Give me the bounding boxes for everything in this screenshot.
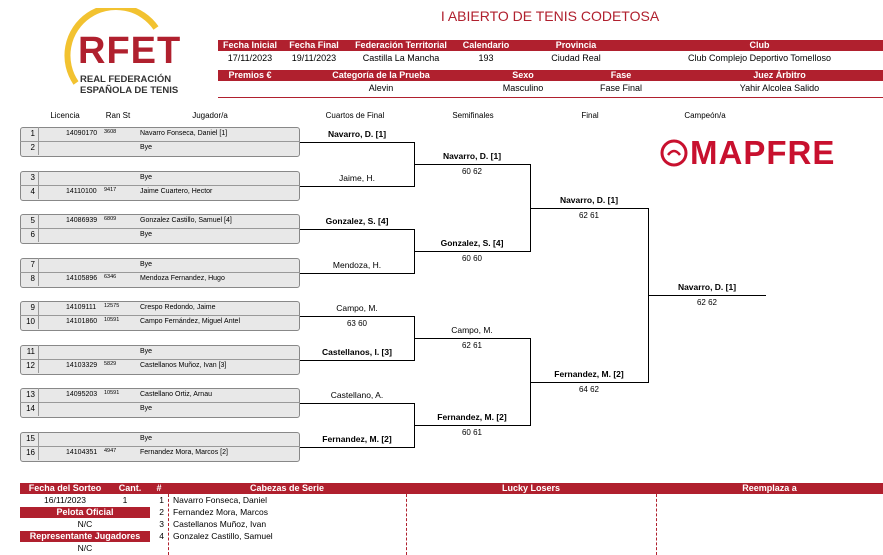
num-separator bbox=[38, 141, 39, 155]
h2-value-4: Yahir Alcolea Salido bbox=[739, 83, 820, 93]
col-champ: Campeón/a bbox=[684, 111, 726, 120]
footer bbox=[0, 483, 883, 555]
r1-line bbox=[300, 142, 414, 143]
r1-winner[interactable]: Navarro, D. [1] bbox=[327, 129, 387, 139]
h1-label-4: Provincia bbox=[516, 40, 636, 51]
player-name[interactable]: Fernandez Mora, Marcos [2] bbox=[140, 449, 228, 456]
match-box-divider bbox=[20, 185, 300, 186]
r1-winner[interactable]: Mendoza, H. bbox=[332, 260, 382, 270]
f-repr-label: Representante Jugadores bbox=[20, 531, 150, 542]
num-separator bbox=[38, 432, 39, 446]
r2-score: 60 62 bbox=[461, 167, 483, 176]
f-repr-value: N/C bbox=[77, 543, 93, 553]
h1-value-4: Ciudad Real bbox=[551, 53, 601, 63]
num-separator bbox=[38, 171, 39, 185]
col-jugador: Jugador/a bbox=[192, 111, 228, 120]
draw-position: 6 bbox=[30, 230, 35, 239]
f-fecha-label: Fecha del Sorteo bbox=[20, 483, 110, 494]
f-lucky-label: Lucky Losers bbox=[406, 483, 656, 494]
r2-line bbox=[414, 251, 530, 252]
player-licence: 14104351 bbox=[66, 449, 98, 456]
h2-label-4: Juez Árbitro bbox=[676, 70, 883, 81]
f-reemplaza-label: Reemplaza a bbox=[656, 483, 883, 494]
f-cant-label: Cant. bbox=[110, 483, 150, 494]
match-box bbox=[20, 171, 300, 201]
player-rank: 6809 bbox=[104, 216, 117, 222]
h2-label-3: Fase bbox=[566, 70, 676, 81]
col-ranst: Ran St bbox=[105, 111, 131, 120]
draw-position: 16 bbox=[26, 448, 35, 457]
f-pelota-value: N/C bbox=[77, 519, 93, 529]
match-box-divider bbox=[20, 402, 300, 403]
r1-line bbox=[300, 360, 414, 361]
match-box bbox=[20, 345, 300, 375]
draw-position: 1 bbox=[30, 129, 35, 138]
r2-line bbox=[414, 164, 530, 165]
r2-winner[interactable]: Campo, M. bbox=[451, 325, 493, 335]
num-separator bbox=[38, 301, 39, 315]
draw-position: 9 bbox=[30, 303, 35, 312]
logo-line1: REAL FEDERACIÓN bbox=[80, 74, 172, 85]
champion-line bbox=[648, 295, 766, 296]
num-separator bbox=[38, 258, 39, 272]
h1-label-5: Club bbox=[636, 40, 883, 51]
match-box bbox=[20, 258, 300, 288]
draw-position: 5 bbox=[30, 216, 35, 225]
logo-acronym: RFET bbox=[78, 30, 182, 72]
r1-winner[interactable]: Castellanos, I. [3] bbox=[322, 347, 392, 357]
player-rank: 12575 bbox=[104, 303, 120, 309]
player-name[interactable]: Bye bbox=[140, 231, 153, 238]
seed-name: Navarro Fonseca, Daniel bbox=[173, 495, 268, 505]
seed-number: 4 bbox=[159, 531, 164, 541]
player-name[interactable]: Bye bbox=[140, 261, 153, 268]
num-separator bbox=[38, 185, 39, 199]
footer-divider-3 bbox=[656, 494, 657, 555]
r1-winner[interactable]: Fernandez, M. [2] bbox=[322, 434, 392, 444]
num-separator bbox=[38, 214, 39, 228]
r1-line bbox=[300, 316, 414, 317]
r3-line bbox=[530, 208, 648, 209]
r1-line bbox=[300, 273, 414, 274]
col-licencia: Licencia bbox=[50, 111, 80, 120]
player-rank: 9417 bbox=[104, 187, 117, 193]
player-name[interactable]: Bye bbox=[140, 405, 153, 412]
player-rank: 4947 bbox=[104, 448, 117, 454]
h2-value-3: Fase Final bbox=[599, 83, 643, 93]
h1-value-2: Castilla La Mancha bbox=[362, 53, 440, 63]
draw-position: 3 bbox=[30, 173, 35, 182]
num-separator bbox=[38, 446, 39, 460]
player-name[interactable]: Bye bbox=[140, 144, 153, 151]
player-rank: 10591 bbox=[104, 390, 120, 396]
match-box-divider bbox=[20, 141, 300, 142]
r2-score: 62 61 bbox=[461, 341, 483, 350]
f-seeds-label: Cabezas de Serie bbox=[168, 483, 406, 494]
r3-score: 62 61 bbox=[578, 211, 600, 220]
player-name[interactable]: Mendoza Fernandez, Hugo bbox=[140, 275, 225, 282]
f-pelota-label: Pelota Oficial bbox=[20, 507, 150, 518]
h1-value-3: 193 bbox=[478, 53, 494, 63]
player-rank: 3608 bbox=[104, 129, 117, 135]
h1-label-3: Calendario bbox=[456, 40, 516, 51]
player-licence: 14086939 bbox=[66, 217, 98, 224]
match-box-divider bbox=[20, 315, 300, 316]
draw-position: 15 bbox=[26, 434, 35, 443]
seed-name: Castellanos Muñoz, Ivan bbox=[173, 519, 267, 529]
player-name[interactable]: Bye bbox=[140, 348, 153, 355]
h2-value-2: Masculino bbox=[502, 83, 544, 93]
num-separator bbox=[38, 127, 39, 141]
match-box-divider bbox=[20, 446, 300, 447]
draw-position: 10 bbox=[26, 317, 35, 326]
draw-position: 7 bbox=[30, 260, 35, 269]
player-licence: 14103329 bbox=[66, 362, 98, 369]
mapfre-text: MAPFRE bbox=[690, 134, 836, 171]
champion-name[interactable]: Navarro, D. [1] bbox=[677, 282, 737, 292]
num-separator bbox=[38, 315, 39, 329]
r1-score: 63 60 bbox=[346, 319, 368, 328]
player-licence: 14090170 bbox=[66, 130, 98, 137]
header-bottom-rule bbox=[218, 97, 883, 98]
player-name[interactable]: Campo Fernández, Miguel Antel bbox=[140, 318, 240, 325]
r3-line bbox=[530, 382, 648, 383]
player-name[interactable]: Castellanos Muñoz, Ivan [3] bbox=[140, 362, 227, 369]
h1-label-2: Federación Territorial bbox=[346, 40, 456, 51]
footer-divider-1 bbox=[168, 494, 169, 555]
mapfre-logo bbox=[660, 136, 880, 170]
f-cant-value: 1 bbox=[122, 495, 128, 505]
r3-winner[interactable]: Navarro, D. [1] bbox=[559, 195, 619, 205]
r1-winner[interactable]: Gonzalez, S. [4] bbox=[325, 216, 389, 226]
page-title: I ABIERTO DE TENIS CODETOSA bbox=[440, 8, 660, 24]
h2-value-1: Alevin bbox=[368, 83, 394, 93]
logo-line2: ESPAÑOLA DE TENIS bbox=[80, 85, 179, 96]
footer-divider-2 bbox=[406, 494, 407, 555]
f-fecha-value: 16/11/2023 bbox=[44, 495, 86, 505]
match-box-divider bbox=[20, 359, 300, 360]
col-r2: Semifinales bbox=[452, 111, 494, 120]
num-separator bbox=[38, 359, 39, 373]
player-name[interactable]: Crespo Redondo, Jaime bbox=[140, 304, 216, 311]
player-name[interactable]: Jaime Cuartero, Hector bbox=[140, 188, 213, 195]
player-name[interactable]: Bye bbox=[140, 435, 153, 442]
draw-position: 4 bbox=[30, 187, 35, 196]
num-separator bbox=[38, 345, 39, 359]
num-separator bbox=[38, 272, 39, 286]
draw-position: 13 bbox=[26, 390, 35, 399]
r2-score: 60 60 bbox=[461, 254, 483, 263]
h2-label-2: Sexo bbox=[480, 70, 566, 81]
f-hash-label: # bbox=[150, 483, 168, 494]
h1-value-5: Club Complejo Deportivo Tomelloso bbox=[688, 53, 831, 63]
col-r1: Cuartos de Final bbox=[325, 111, 385, 120]
r2-winner[interactable]: Navarro, D. [1] bbox=[442, 151, 502, 161]
match-box-divider bbox=[20, 272, 300, 273]
player-licence: 14105896 bbox=[66, 275, 98, 282]
r3-winner[interactable]: Fernandez, M. [2] bbox=[554, 369, 624, 379]
champion-score: 62 62 bbox=[696, 298, 718, 307]
r1-winner[interactable]: Castellano, A. bbox=[330, 390, 384, 400]
seed-number: 2 bbox=[159, 507, 164, 517]
h1-value-0: 17/11/2023 bbox=[227, 53, 273, 63]
player-name[interactable]: Navarro Fonseca, Daniel [1] bbox=[140, 130, 228, 137]
draw-position: 14 bbox=[26, 404, 35, 413]
r1-winner[interactable]: Campo, M. bbox=[336, 303, 378, 313]
seed-name: Fernandez Mora, Marcos bbox=[173, 507, 268, 517]
num-separator bbox=[38, 402, 39, 416]
h2-label-0: Premios € bbox=[218, 70, 282, 81]
h1-label-0: Fecha Inicial bbox=[218, 40, 282, 51]
player-licence: 14109111 bbox=[66, 304, 97, 311]
player-name[interactable]: Gonzalez Castillo, Samuel [4] bbox=[140, 217, 232, 224]
num-separator bbox=[38, 388, 39, 402]
seed-name: Gonzalez Castillo, Samuel bbox=[173, 531, 273, 541]
r2-winner[interactable]: Gonzalez, S. [4] bbox=[440, 238, 504, 248]
h1-label-1: Fecha Final bbox=[282, 40, 346, 51]
r2-score: 60 61 bbox=[461, 428, 483, 437]
r2-line bbox=[414, 338, 530, 339]
match-box bbox=[20, 432, 300, 462]
rfet-logo bbox=[36, 8, 186, 98]
player-licence: 14101860 bbox=[66, 318, 98, 325]
r2-winner[interactable]: Fernandez, M. [2] bbox=[437, 412, 507, 422]
h2-label-1: Categoría de la Prueba bbox=[282, 70, 480, 81]
r1-line bbox=[300, 186, 414, 187]
draw-position: 11 bbox=[26, 347, 35, 356]
num-separator bbox=[38, 228, 39, 242]
player-licence: 14095203 bbox=[66, 391, 98, 398]
r2-line bbox=[414, 425, 530, 426]
draw-position: 2 bbox=[30, 143, 35, 152]
h1-value-1: 19/11/2023 bbox=[291, 53, 337, 63]
mapfre-emblem-icon bbox=[660, 139, 688, 167]
r1-line bbox=[300, 403, 414, 404]
match-box-divider bbox=[20, 228, 300, 229]
draw-position: 8 bbox=[30, 274, 35, 283]
player-name[interactable]: Bye bbox=[140, 174, 153, 181]
draw-position: 12 bbox=[26, 361, 35, 370]
player-name[interactable]: Castellano Ortiz, Arnau bbox=[140, 391, 212, 398]
player-licence: 14110100 bbox=[66, 188, 97, 195]
player-rank: 5829 bbox=[104, 361, 117, 367]
r1-line bbox=[300, 447, 414, 448]
seed-number: 1 bbox=[159, 495, 164, 505]
h2-value-0 bbox=[218, 82, 282, 94]
r3-score: 64 62 bbox=[578, 385, 600, 394]
r1-winner[interactable]: Jaime, H. bbox=[339, 173, 375, 183]
player-rank: 6346 bbox=[104, 274, 117, 280]
col-r3: Final bbox=[581, 111, 599, 120]
r1-line bbox=[300, 229, 414, 230]
player-rank: 10591 bbox=[104, 317, 120, 323]
seed-number: 3 bbox=[159, 519, 164, 529]
